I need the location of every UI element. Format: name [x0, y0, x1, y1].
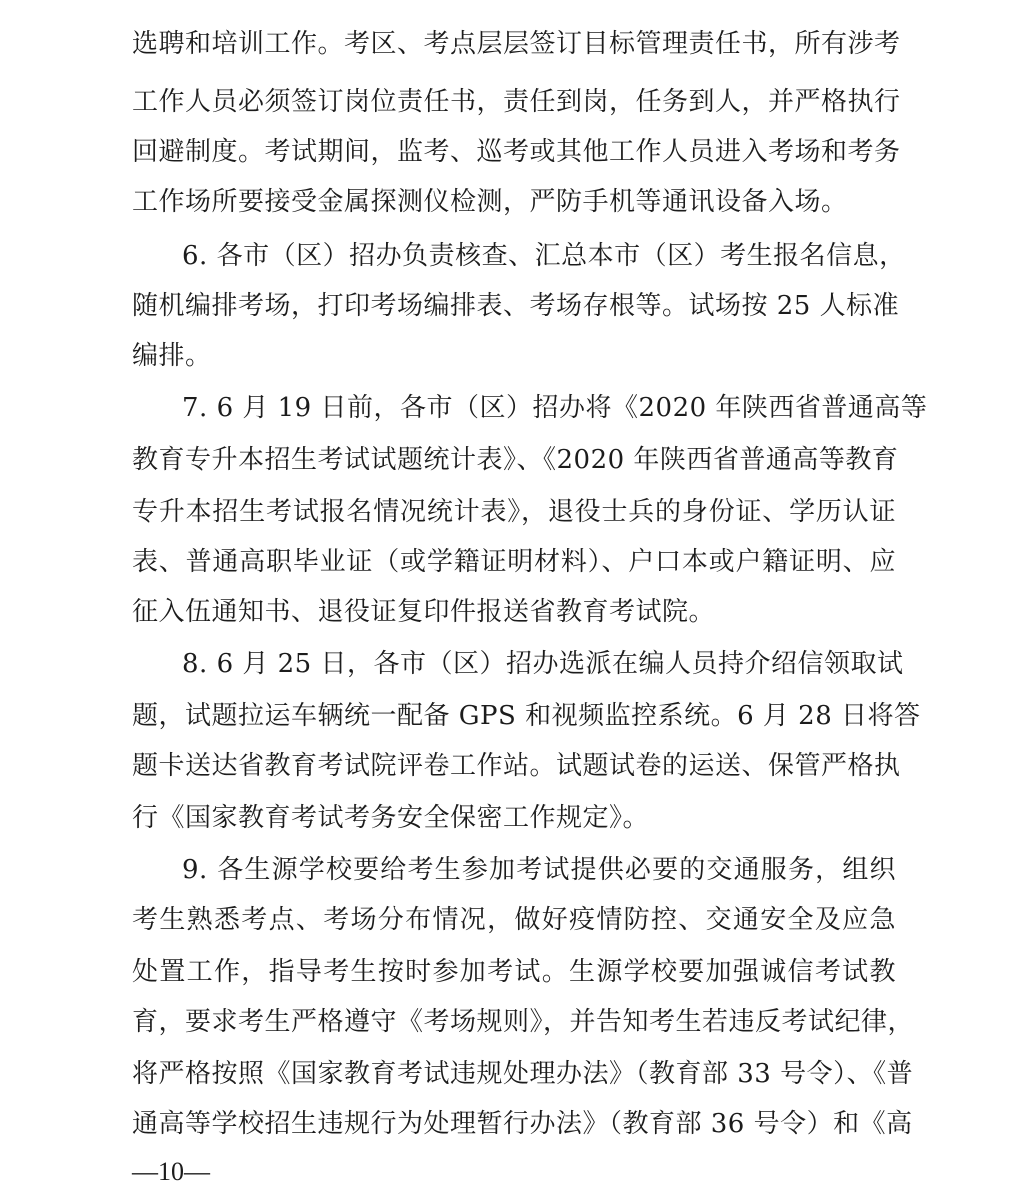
text-line: 通高等学校招生违规行为处理暂行办法》（教育部 36 号令）和《高 — [132, 1109, 913, 1139]
paragraph-7-first-line: 7. 6 月 19 日前，各市（区）招办将《2020 年陕西省普通高等 — [182, 393, 928, 423]
paragraph-6-first-line: 6. 各市（区）招办负责核查、汇总本市（区）考生报名信息， — [182, 241, 906, 271]
text-line: 考生熟悉考点、考场分布情况，做好疫情防控、交通安全及应急 — [132, 905, 896, 935]
text-line: 选聘和培训工作。考区、考点层层签订目标管理责任书，所有涉考 — [132, 29, 901, 59]
text-line: 处置工作，指导考生按时参加考试。生源学校要加强诚信考试教 — [132, 957, 896, 987]
text-line: 工作人员必须签订岗位责任书，责任到岗，任务到人，并严格执行 — [132, 87, 901, 117]
text-line: 教育专升本招生考试试题统计表》、《2020 年陕西省普通高等教育 — [132, 445, 899, 475]
text-line: 回避制度。考试期间，监考、巡考或其他工作人员进入考场和考务 — [132, 137, 901, 167]
page-number: —10— — [132, 1157, 210, 1186]
text-line: 专升本招生考试报名情况统计表》，退役士兵的身份证、学历认证 — [132, 497, 896, 527]
text-line: 将严格按照《国家教育考试违规处理办法》（教育部 33 号令）、《普 — [132, 1059, 914, 1089]
text-line: 育，要求考生严格遵守《考场规则》，并告知考生若违反考试纪律， — [132, 1007, 915, 1037]
paragraph-9-first-line: 9. 各生源学校要给考生参加考试提供必要的交通服务，组织 — [182, 855, 896, 885]
text-line: 编排。 — [132, 341, 212, 371]
text-line: 题，试题拉运车辆统一配备 GPS 和视频监控系统。6 月 28 日将答 — [132, 701, 921, 731]
text-line: 表、普通高职毕业证（或学籍证明材料）、户口本或户籍证明、应 — [132, 547, 896, 577]
text-line: 随机编排考场，打印考场编排表、考场存根等。试场按 25 人标准 — [132, 291, 900, 321]
paragraph-8-first-line: 8. 6 月 25 日，各市（区）招办选派在编人员持介绍信领取试 — [182, 649, 904, 679]
text-line: 工作场所要接受金属探测仪检测，严防手机等通讯设备入场。 — [132, 187, 848, 217]
text-line: 征入伍通知书、退役证复印件报送省教育考试院。 — [132, 597, 716, 627]
text-line: 行《国家教育考试考务安全保密工作规定》。 — [132, 803, 650, 833]
text-line: 题卡送达省教育考试院评卷工作站。试题试卷的运送、保管严格执 — [132, 751, 901, 781]
